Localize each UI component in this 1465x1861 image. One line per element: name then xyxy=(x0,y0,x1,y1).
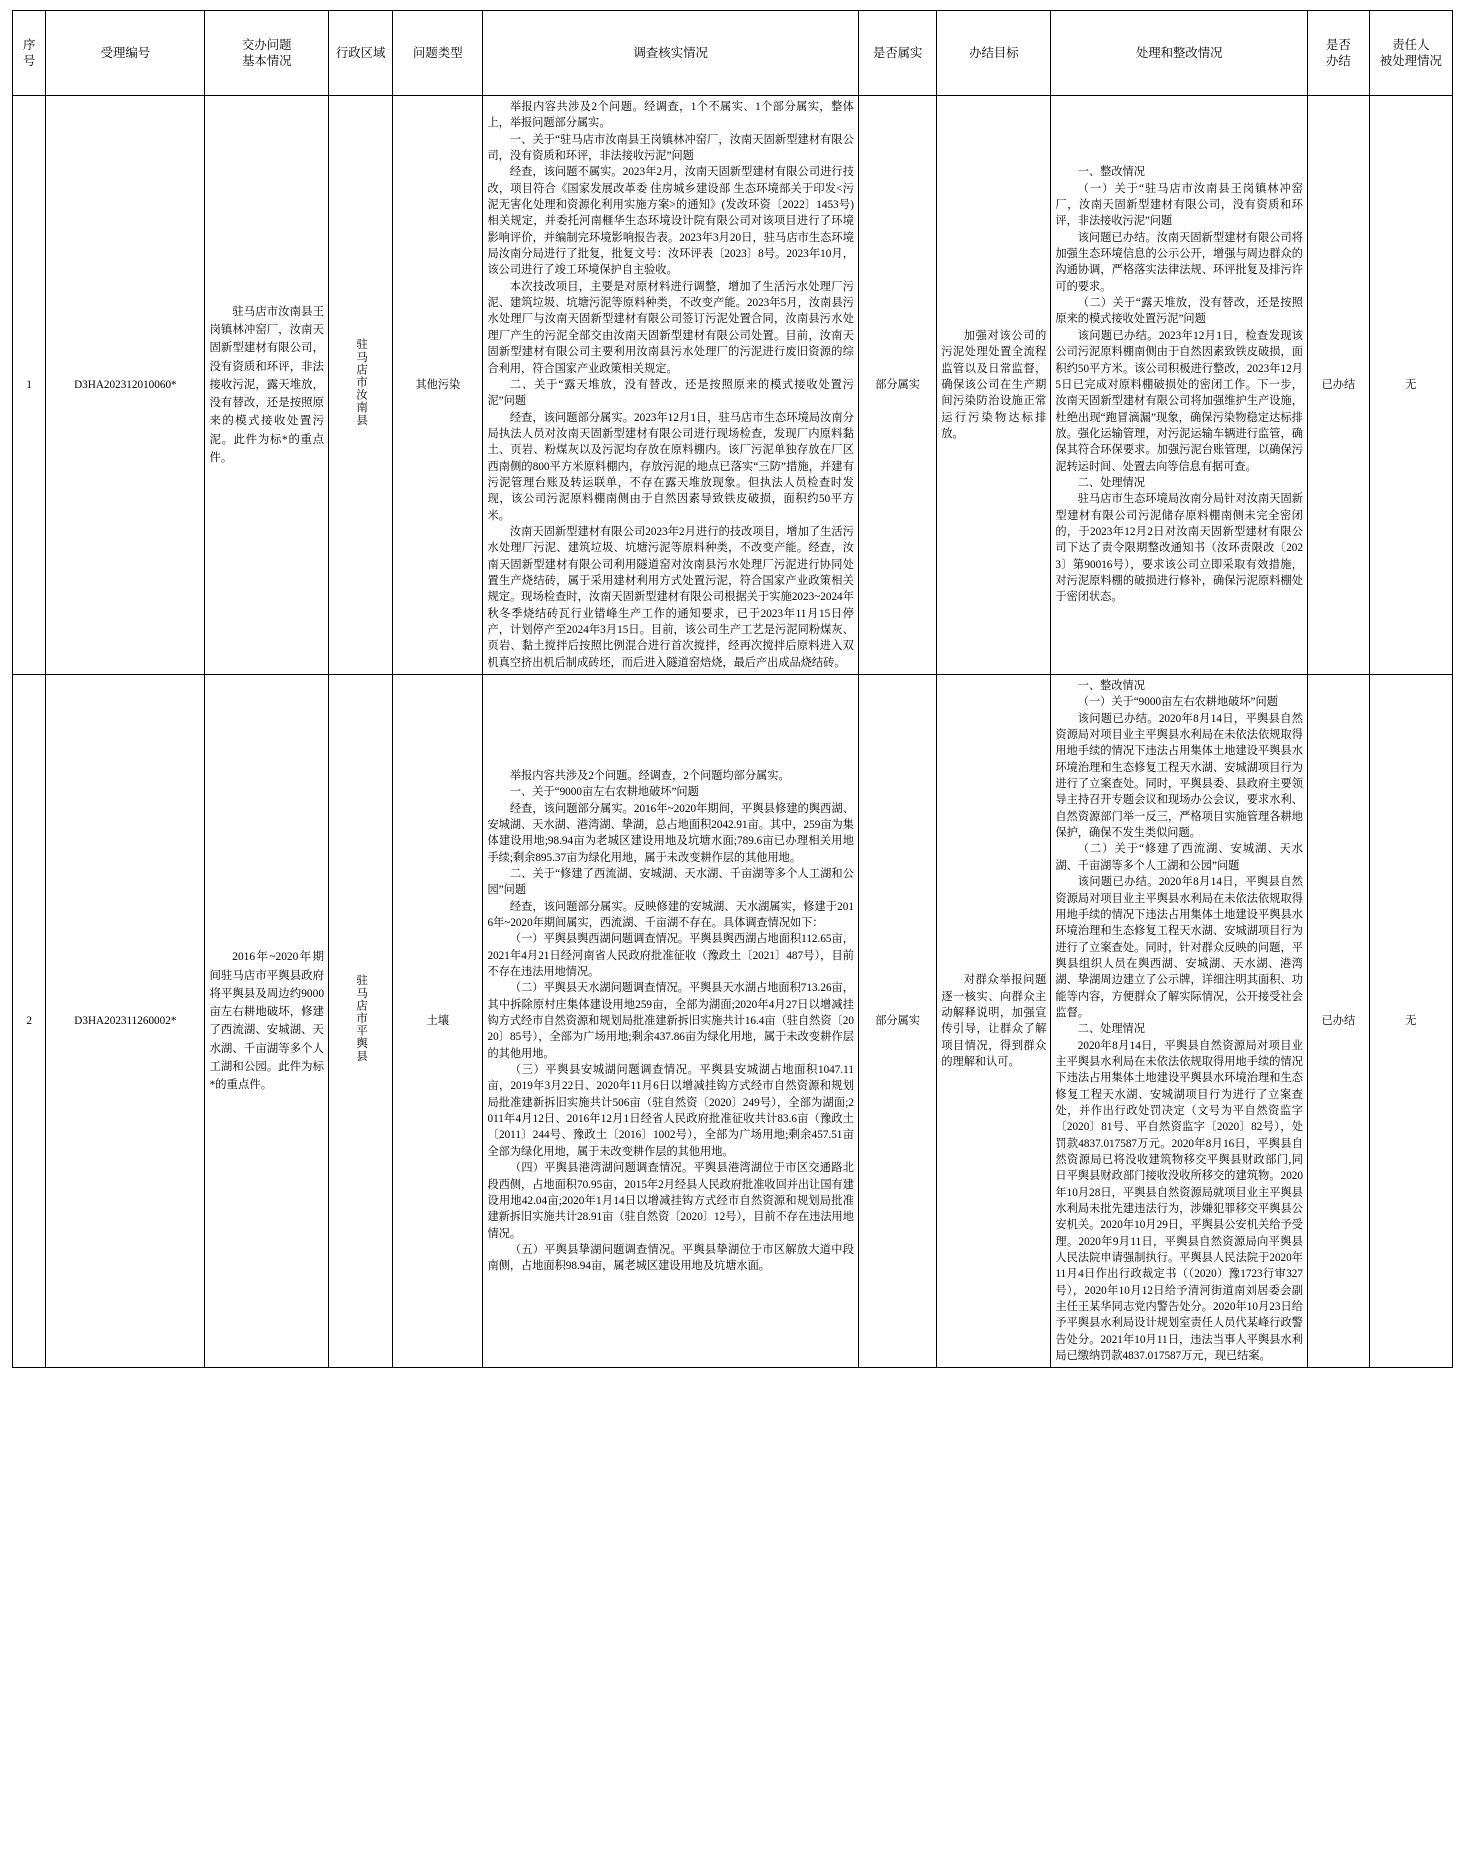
investigation-para: （一）平舆县舆西湖问题调查情况。平舆县舆西湖占地面积112.65亩，2021年4月21日经河南省人民政府批准征收（豫政土〔2021〕487号），目前不存在违法用地情况。 xyxy=(487,933,854,979)
column-header-accept-code: 受理编号 xyxy=(46,11,205,96)
cell-index: 2 xyxy=(13,675,46,1368)
handling-para: 一、整改情况 xyxy=(1077,680,1145,693)
cell-accept-code: D3HA202311260002* xyxy=(46,675,205,1368)
handling-para: 该问题已办结。2020年8月14日，平舆县自然资源局对项目业主平舆县水利局在未依法依规取得用地手续的情况下违法占用集体土地建设平舆县水环境治理和生态修复工程天水湖、安城湖项目行为进行了立案查处。同时，针对群众反映的问题，平舆县组织人员在舆西湖、安城湖、天水湖、港湾湖、挚湖周边建立了公示牌，详细注明其面积、功能等内容，方便群众了解实际情况，公开接受社会监督。 xyxy=(1055,876,1303,1019)
cell-investigation xyxy=(483,96,858,675)
cell-problem-type: 土壤 xyxy=(393,675,483,1368)
handling-para: 该问题已办结。2020年8月14日，平舆县自然资源局对项目业主平舆县水利局在未依法依规取得用地手续的情况下违法占用集体土地建设平舆县水环境治理和生态修复工程天水湖、安城湖项目行为进行了立案查处。同时，平舆县委、县政府主要领导主持召开专题会议和现场办公会议，要求水利、自然资源部门举一反三，严格项目实施管理各耕地保护，确保不发生类似问题。 xyxy=(1055,712,1303,840)
handling-para: 2020年8月14日，平舆县自然资源局对项目业主平舆县水利局在未依法依规取得用地手续的情况下违法占用集体土地建设平舆县水环境治理和生态修复工程天水湖、安城湖项目行为进行了立案查处，并作出行政处罚决定（文号为平自然资监字〔2020〕81号、平自然资监字〔2020〕82号），处罚款4837.017587万元。2020年8月16日，平舆县自然资源局已将没收建筑物移交平舆县财政部门,同日平舆县财政部门接收没收所移交的建筑物。2020年10月28日，平舆县自然资源局就项目业主平舆县水利局未批先建违法行为，涉嫌犯罪移交平舆县公安机关。2020年10月29日，平舆县公安机关给予受理。2020年9月11日，平舆县自然资源局向平舆县人民法院申请强制执行。平舆县人民法院于2020年11月4日作出行政裁定书（（2020）豫1723行审327号），2020年10月12日给予清河街道南刘居委会副主任王某华同志党内警告处分。2020年10月23日给予平舆县水利局设计规划室责任人员代某峰行政警告处分。2021年10月11日，违法当事人平舆县水利局已缴纳罚款4837.017587万元，现已结案。 xyxy=(1055,1039,1303,1363)
investigation-para: 经查，该问题不属实。2023年2月，汝南天固新型建材有限公司进行技改，项目符合《国家发展改革委 住房城乡建设部 生态环境部关于印发<污泥无害化处理和资源化利用实施方案>的通知》(发改环资〔2022〕1453号)相关规定，并委托河南榧华生态环境设计院有限公司对该项目进行了环境影响评价，并编制完环境影响报告表。2023年3月20日，驻马店市生态环境局汝南分局进行了批复，批复文号：汝环评表〔2023〕8号。2023年10月，该公司进行了竣工环境保护自主验收。 xyxy=(487,166,854,277)
investigation-para: （四）平舆县港湾湖问题调查情况。平舆县港湾湖位于市区交通路北段西侧，占地面积70.95亩，2015年2月经县人民政府批准收回并出让国有建设用地42.04亩;2020年1月14日以增减挂钩方式经市自然资源和规划局批准建新拆旧实施共计28.91亩（驻自然资〔2020〕12号），目前不存在违法用地情况。 xyxy=(487,1162,854,1240)
column-header-goal: 办结目标 xyxy=(937,11,1051,96)
column-header-is-done: 是否 办结 xyxy=(1308,11,1370,96)
investigation-para: 经查，该问题部分属实。反映修建的安城湖、天水湖属实，修建于2016年~2020年期间属实，西流湖、千亩湖不存在。具体调查情况如下： xyxy=(487,900,854,930)
handling-para: 该问题已办结。2023年12月1日，检查发现该公司污泥原料棚南侧由于自然因素致铁皮破损，面积约50平方米。该公司积极进行整改，2023年12月5日已完成对原料棚破损处的密闭工作。下一步，汝南天固新型建材有限公司将加强维护生产设施，杜绝出现“跑冒滴漏”现象，确保污染物稳定达标排放。强化运输管理，对污泥运输车辆进行监管，确保其符合环保要求。加强污泥台账管理，以确保污泥转运时间、处置去向等信息有据可查。 xyxy=(1055,329,1303,473)
column-header-problem-type: 问题类型 xyxy=(393,11,483,96)
cell-index: 1 xyxy=(13,96,46,675)
column-header-responsible: 责任人 被处理情况 xyxy=(1369,11,1452,96)
table-row xyxy=(13,96,1453,675)
cell-handling xyxy=(1051,675,1308,1368)
handling-para: 该问题已办结。汝南天固新型建材有限公司将加强生态环境信息的公示公开，增强与周边群众的沟通协调，严格落实法律法规、环评批复及排污许可的要求。 xyxy=(1055,231,1303,293)
goal-text: 加强对该公司的污泥处理处置全流程监管以及日常监督，确保该公司在生产期间污染防治设施正常运行污染物达标排放。 xyxy=(941,329,1047,440)
cell-basic-situation xyxy=(205,96,329,675)
basic-situation-text: 2016年~2020年期间驻马店市平舆县政府将平舆县及周边约9000亩左右耕地破坏，修建了西流湖、安城湖、天水湖、千亩湖等多个人工湖和公园。此件为标*的重点件。 xyxy=(209,951,325,1091)
column-header-is-true: 是否属实 xyxy=(858,11,936,96)
table-header-row xyxy=(13,11,1453,96)
cell-handling xyxy=(1051,96,1308,675)
handling-para: 一、整改情况 xyxy=(1077,166,1145,179)
handling-para: （二）关于“露天堆放，没有替改，还是按照原来的模式接收处置污泥”问题 xyxy=(1055,297,1303,326)
cell-accept-code: D3HA202312010060* xyxy=(46,96,205,675)
investigation-para: （三）平舆县安城湖问题调查情况。平舆县安城湖占地面积1047.11亩，2019年3月22日、2020年11月6日以增减挂钩方式经市自然资源和规划局批准建新拆旧实施共计506亩（驻自然资〔2020〕249号），全部为湖面;2011年4月12日、2016年12月1日经省人民政府批准征收共计83.6亩（豫政土〔2011〕244号、豫政土〔2016〕1002号），全部为广场用地;剩余457.51亩全部为绿化用地，属于未改变耕作层的其他用地。 xyxy=(487,1064,854,1158)
region-text: 驻马店市汝南县 xyxy=(355,338,369,427)
cell-basic-situation xyxy=(205,675,329,1368)
handling-para: （一）关于“9000亩左右农耕地破坏”问题 xyxy=(1077,696,1278,709)
cell-is-true: 部分属实 xyxy=(858,675,936,1368)
investigation-para: 一、关于“驻马店市汝南县王岗镇林冲窑厂，汝南天固新型建材有限公司，没有资质和环评，非法接收污泥”问题 xyxy=(487,133,854,163)
column-header-handling: 处理和整改情况 xyxy=(1051,11,1308,96)
investigation-para: 举报内容共涉及2个问题。经调查，2个问题均部分属实。 xyxy=(509,769,790,782)
investigation-para: 二、关于“露天堆放，没有替改，还是按照原来的模式接收处置污泥”问题 xyxy=(487,378,854,408)
handling-para: （一）关于“驻马店市汝南县王岗镇林冲窑厂，汝南天固新型建材有限公司，没有资质和环评，非法接收污泥”问题 xyxy=(1055,182,1303,228)
cell-goal xyxy=(937,675,1051,1368)
inspection-report-table xyxy=(12,10,1453,1368)
cell-is-done: 已办结 xyxy=(1308,96,1370,675)
cell-is-true: 部分属实 xyxy=(858,96,936,675)
region-text: 驻马店市平舆县 xyxy=(355,974,369,1063)
investigation-para: （二）平舆县天水湖问题调查情况。平舆县天水湖占地面积713.26亩，其中拆除原村庄集体建设用地259亩，全部为湖面;2020年4月27日以增减挂钩方式经市自然资源和规划局批准建新拆旧实施共计16.4亩（驻自然资〔2020〕85号），全部为广场用地;剩余437.86亩为绿化用地，属于未改变耕作层的其他用地。 xyxy=(487,982,854,1060)
investigation-para: 经查，该问题部分属实。2016年~2020年期间，平舆县修建的舆西湖、安城湖、天水湖、港湾湖、挚湖，总占地面积2042.91亩。其中，259亩为集体建设用地;98.94亩为老城区建设用地及坑塘水面;789.6亩已办理相关用地手续;剩余895.37亩为绿化用地，属于未改变耕作层的其他用地。 xyxy=(487,802,854,864)
investigation-para: 二、关于“修建了西流湖、安城湖、天水湖、千亩湖等多个人工湖和公园”问题 xyxy=(487,867,854,897)
goal-text: 对群众举报问题逐一核实、向群众主动解释说明，加强宣传引导，让群众了解项目情况，得到群众的理解和认可。 xyxy=(941,974,1047,1068)
investigation-para: 一、关于“9000亩左右农耕地破坏”问题 xyxy=(509,786,699,799)
table-row xyxy=(13,675,1453,1368)
investigation-para: 汝南天固新型建材有限公司2023年2月进行的技改项目，增加了生活污水处理厂污泥、建筑垃圾、坑塘污泥等原料种类，不改变产能。经查，汝南天固新型建材有限公司利用隧道窑对汝南县污水处理厂污泥进行协同处置生产烧结砖，属于采用建材利用方式处置污泥，符合国家产业政策相关规定。现场检查时，汝南天固新型建材有限公司根据关于实施2023~2024年秋冬季烧结砖瓦行业错峰生产工作的通知要求，已于2023年11月15日停产，计划停产至2024年3月15日。目前，该公司生产工艺是污泥同粉煤灰、页岩、黏土搅拌后按照比例混合进行首次搅拌，经再次搅拌后原料进入双机真空挤出机后制成砖坯，而后进入隧道窑焙烧，最后产出成品烧结砖。 xyxy=(487,525,854,669)
cell-responsible: 无 xyxy=(1369,96,1452,675)
cell-problem-type: 其他污染 xyxy=(393,96,483,675)
investigation-para: 举报内容共涉及2个问题。经调查，1个不属实、1个部分属实，整体上，举报问题部分属实。 xyxy=(487,101,854,130)
cell-is-done: 已办结 xyxy=(1308,675,1370,1368)
investigation-para: 本次技改项目，主要是对原材料进行调整，增加了生活污水处理厂污泥、建筑垃圾、坑塘污泥等原料种类，不改变产能。2023年5月，汝南县污水处理厂与汝南天固新型建材有限公司签订污泥处置合同，汝南县污水处理厂产生的污泥全部交由汝南天固新型建材有限公司处置。目前，汝南天固新型建材有限公司主要利用汝南县污水处理厂的污泥进行废旧资源的综合利用，符合国家产业政策相关规定。 xyxy=(487,280,854,375)
cell-investigation xyxy=(483,675,858,1368)
cell-region xyxy=(329,675,393,1368)
cell-goal xyxy=(937,96,1051,675)
investigation-para: 经查，该问题部分属实。2023年12月1日，驻马店市生态环境局汝南分局执法人员对汝南天固新型建材有限公司进行现场检查，发现厂内原料黏土、页岩、粉煤灰以及污泥均存放在原料棚内。该厂污泥单独存放在厂区西南侧的800平方米原料棚内，存放污泥的地点已落实“三防”措施，并建有污泥管理台账及转运联单，不存在露天堆放现象。但执法人员检查时发现，该公司污泥原料棚南侧由于自然因素导致铁皮破损，面积约50平方米。 xyxy=(487,411,854,522)
handling-para: （二）关于“修建了西流湖、安城湖、天水湖、千亩湖等多个人工湖和公园”问题 xyxy=(1055,843,1303,872)
column-header-index: 序 号 xyxy=(13,11,46,96)
column-header-investigation: 调查核实情况 xyxy=(483,11,858,96)
cell-responsible: 无 xyxy=(1369,675,1452,1368)
investigation-para: （五）平舆县挚湖问题调查情况。平舆县挚湖位于市区解放大道中段南侧，占地面积98.94亩，属老城区建设用地及坑塘水面。 xyxy=(487,1243,854,1273)
handling-para: 二、处理情况 xyxy=(1077,1023,1145,1036)
handling-para: 驻马店市生态环境局汝南分局针对汝南天固新型建材有限公司污泥储存原料棚南侧未完全密闭的，于2023年12月2日对汝南天固新型建材有限公司下达了责令限期整改通知书（汝环责限改〔2023〕第90016号），要求该公司立即采取有效措施，对污泥原料棚的破损进行修补，确保污泥原料棚处于密闭状态。 xyxy=(1055,493,1303,604)
column-header-region: 行政区域 xyxy=(329,11,393,96)
handling-para: 二、处理情况 xyxy=(1077,476,1145,489)
column-header-basic-situation: 交办问题 基本情况 xyxy=(205,11,329,96)
basic-situation-text: 驻马店市汝南县王岗镇林冲窑厂，汝南天固新型建材有限公司，没有资质和环评，非法接收污泥，露天堆放，没有替改，还是按照原来的模式接收处置污泥。此件为标*的重点件。 xyxy=(209,305,325,464)
cell-region xyxy=(329,96,393,675)
